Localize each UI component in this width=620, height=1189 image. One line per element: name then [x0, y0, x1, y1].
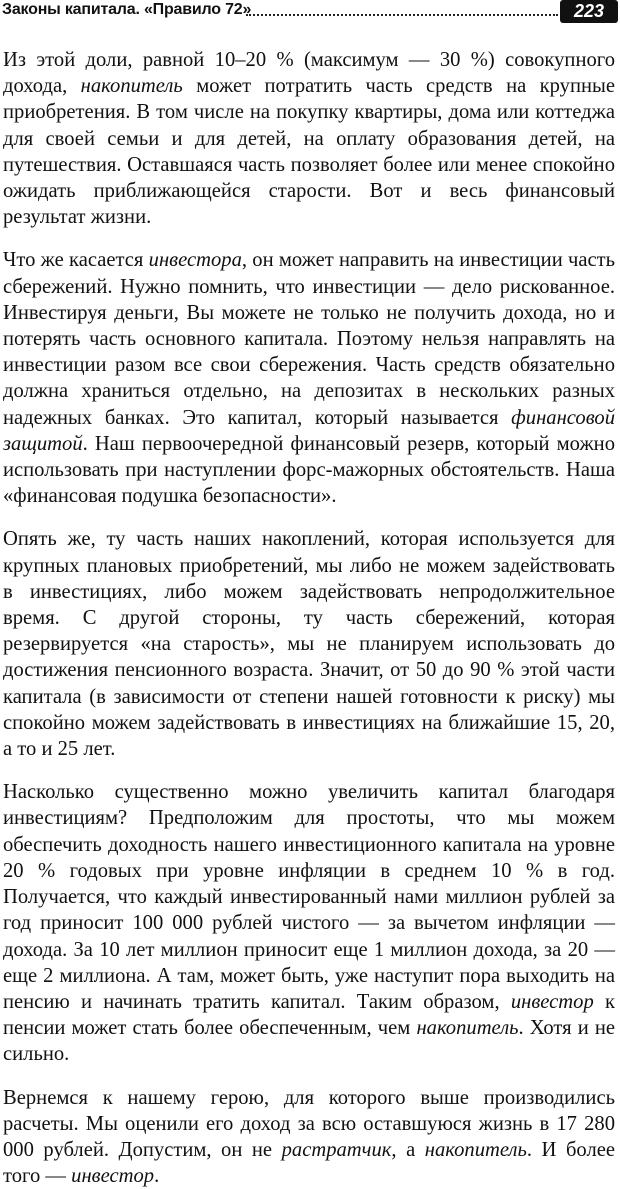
text-run: Вернемся к нашему герою, для которого выше производились расчеты. Мы оценили его доход за всю оставшуюся жизнь в 17 280 000 рублей. Допустим, он не: [3, 1086, 615, 1161]
text-run: , он может направить на инвестиции часть сбережений. Нужно помнить, что инвестиции — дело рискованное. Инвестируя деньги, Вы можете не только не получить дохода, но и потерять часть основного капитала. Поэтому нельзя направлять на инвестиции разом все свои сбережения. Часть средств обязательно должна храниться отдельно, на депозитах в нескольких разных надежных банках. Это капитал, который называется: [3, 249, 616, 429]
italic-term: финансовой защитой: [3, 406, 615, 455]
text-run: Из этой доли, равной 10–20 % (максимум — 30 %) совокупного дохода,: [3, 49, 615, 98]
paragraph: [3, 526, 615, 762]
paragraph: [3, 779, 615, 1067]
header-dotted-rule: [246, 14, 558, 16]
running-header: [0, 0, 620, 24]
running-head-title: Законы капитала. «Правило 72»: [2, 1, 252, 18]
paragraph: [3, 47, 615, 230]
text-run: Опять же, ту часть наших накоплений, которая используется для крупных плановых приобретений, мы либо не можем задействовать в инвестициях, либо можем задействовать непродолжительное время. С другой стороны, ту часть сбережений, которая резервируется «на старость», мы не планируем использовать до достижения пенсионного возраста. Значит, от 50 до 90 % этой части капитала (в зависимости от степени нашей готовности к риску) мы спокойно можем задействовать в инвестициях на ближайшие 15, 20, а то и 25 лет.: [3, 528, 615, 761]
paragraph: [3, 1085, 615, 1189]
paragraph: [3, 247, 615, 509]
italic-term: инвестор: [510, 990, 594, 1013]
italic-term: инвестора: [148, 249, 242, 272]
page-number: 223: [560, 0, 618, 23]
text-run: Что же касается: [3, 249, 149, 272]
text-run: к пенсии может стать более обеспеченным, чем: [3, 990, 615, 1040]
text-run: . Наш первоочередной финансовый резерв, который можно использовать при наступлении форс-мажорных обстоятельств. Наша «финансовая подушка безопасности».: [3, 432, 615, 508]
text-run: . Хотя и не сильно.: [3, 1017, 616, 1066]
italic-term: инвестор: [71, 1165, 155, 1188]
text-run: может потратить часть средств на крупные приобретения. В том числе на покупку квартиры, дома или коттеджа для своей семьи и для детей, на оплату образования детей, на путешествия. Оставшаяся часть позволяет более или менее спокойно ожидать приближающейся старости. Вот и весь финансовый результат жизни.: [3, 75, 615, 229]
text-run: , а: [391, 1138, 425, 1161]
italic-term: накопитель: [80, 75, 183, 98]
text-run: .: [154, 1165, 160, 1188]
text-run: . И более того —: [3, 1138, 615, 1188]
italic-term: накопитель: [416, 1017, 519, 1040]
italic-term: растратчик: [281, 1138, 392, 1161]
body-text: [3, 47, 615, 1189]
text-run: Насколько существенно можно увеличить капитал благодаря инвестициям? Предположим для простоты, что мы можем обеспечить доходность нашего инвестиционного капитала на уровне 20 % годовых при уровне инфляции в среднем 10 % в год. Получается, что каждый инвестированный нами миллион рублей за год приносит 100 000 рублей чистого — за вычетом инфляции — дохода. За 10 лет миллион приносит еще 1 миллион дохода, за 20 — еще 2 миллиона. А там, может быть, уже наступит пора выходить на пенсию и начинать тратить капитал. Таким образом,: [3, 781, 615, 1013]
italic-term: накопитель: [424, 1138, 527, 1161]
